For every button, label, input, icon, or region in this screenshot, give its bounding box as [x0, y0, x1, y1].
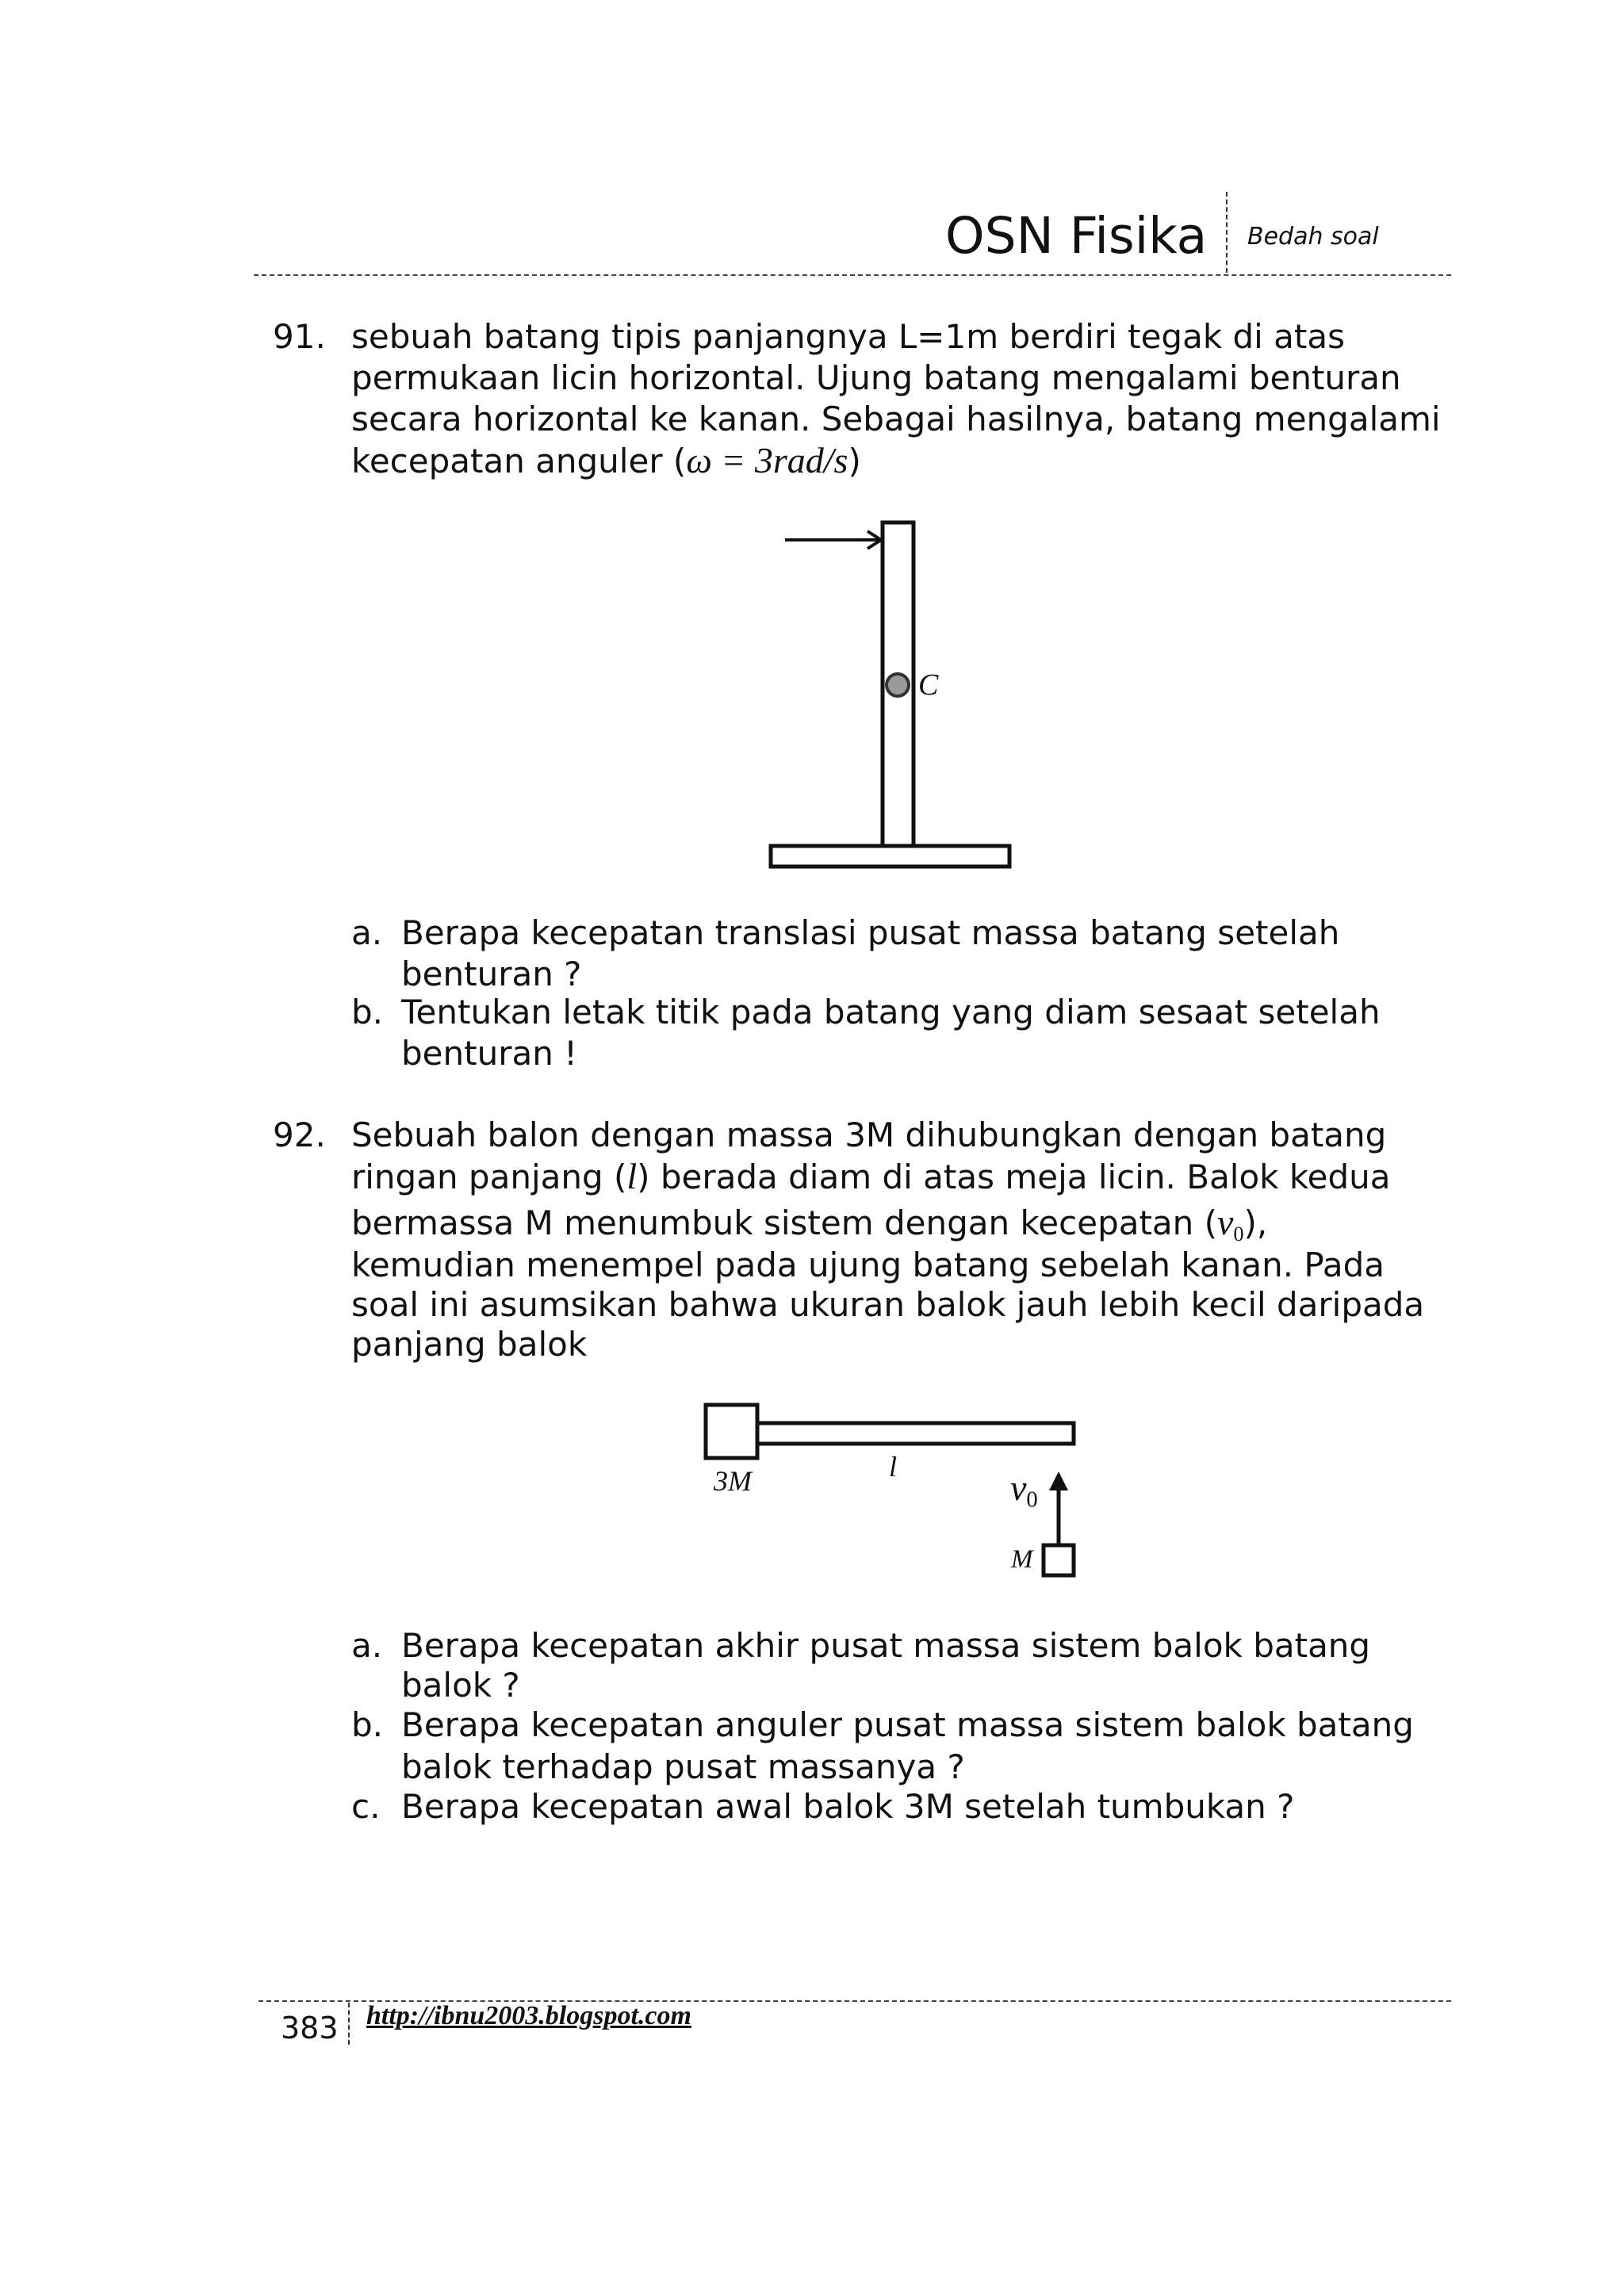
math-expression: v [1217, 1202, 1234, 1242]
problem-text-line: panjang balok [351, 1325, 588, 1364]
rod-length-label: l [889, 1451, 898, 1483]
text-segment: ), [1243, 1203, 1268, 1242]
velocity-subscript: 0 [1026, 1487, 1038, 1513]
horizontal-surface [771, 846, 1009, 867]
header-title: OSN Fisika [945, 207, 1208, 265]
subitem-text-line: balok terhadap pusat massanya ? [401, 1747, 965, 1786]
velocity-symbol: v [1010, 1468, 1027, 1508]
subitem-text-line: Berapa kecepatan translasi pusat massa batang setelah [401, 913, 1340, 952]
problem-text-line: sebuah batang tipis panjangnya L=1m berdiri tegak di atas [351, 317, 1346, 356]
header-subtitle: Bedah soal [1247, 223, 1379, 251]
heavy-block [706, 1405, 757, 1458]
problem-number: 91. [273, 317, 326, 356]
problem-text-line: secara horizontal ke kanan. Sebagai hasilnya, batang mengalami [351, 400, 1441, 438]
text-segment: ) [848, 442, 861, 480]
text-segment: ) berada diam di atas meja licin. Balok kedua [637, 1158, 1391, 1196]
center-of-mass-label: C [918, 668, 939, 702]
text-segment: kecepatan anguler ( [351, 442, 687, 480]
header-rule [254, 274, 1451, 276]
subitem-text-line: benturan ! [401, 1034, 578, 1073]
subitem-letter: b. [351, 993, 384, 1031]
subitem-text-line: benturan ? [401, 955, 582, 993]
velocity-label [1010, 1467, 1038, 1522]
light-mass-label: M [1011, 1545, 1033, 1574]
math-subscript: 0 [1233, 1222, 1244, 1246]
subitem-text-line: Tentukan letak titik pada batang yang diam sesaat setelah [401, 993, 1381, 1031]
subitem-text-line: Berapa kecepatan akhir pusat massa sistem balok batang [401, 1626, 1371, 1665]
center-of-mass-dot [887, 674, 909, 696]
subitem-letter: a. [351, 913, 383, 952]
subitem-text-line: Berapa kecepatan awal balok 3M setelah tumbukan ? [401, 1787, 1295, 1826]
problem-text-line [351, 1157, 1391, 1196]
problem-text-line: kemudian menempel pada ujung batang sebelah kanan. Pada [351, 1246, 1385, 1284]
subitem-text-line: Berapa kecepatan anguler pusat massa sistem balok batang [401, 1705, 1414, 1744]
text-segment: bermassa M menumbuk sistem dengan kecepatan ( [351, 1203, 1218, 1242]
footer-divider [348, 2003, 350, 2045]
heavy-mass-label: 3M [714, 1465, 752, 1497]
subitem-text-line: balok ? [401, 1666, 520, 1705]
blog-url-link[interactable]: http://ibnu2003.blogspot.com [366, 2001, 691, 2030]
problem-text-line [351, 441, 861, 480]
problem-text-line: Sebuah balon dengan massa 3M dihubungkan dengan batang [351, 1115, 1387, 1154]
velocity-arrow-head [1049, 1471, 1068, 1490]
subitem-letter: c. [351, 1787, 381, 1826]
math-expression: ω = 3rad/s [686, 440, 848, 480]
problem-number: 92. [273, 1115, 326, 1154]
problem-text-line: permukaan licin horizontal. Ujung batang mengalami benturan [351, 358, 1401, 397]
subitem-letter: b. [351, 1705, 384, 1744]
header-divider [1226, 192, 1228, 273]
figure-rod-impact [761, 507, 1023, 880]
problem-text-line [351, 1202, 1268, 1246]
math-expression: l [626, 1156, 638, 1196]
light-rod [757, 1423, 1074, 1444]
page-number: 383 [281, 2011, 339, 2045]
light-block [1044, 1545, 1074, 1575]
subitem-letter: a. [351, 1626, 383, 1665]
text-segment: ringan panjang ( [351, 1158, 627, 1196]
problem-text-line: soal ini asumsikan bahwa ukuran balok jauh lebih kecil daripada [351, 1285, 1425, 1324]
